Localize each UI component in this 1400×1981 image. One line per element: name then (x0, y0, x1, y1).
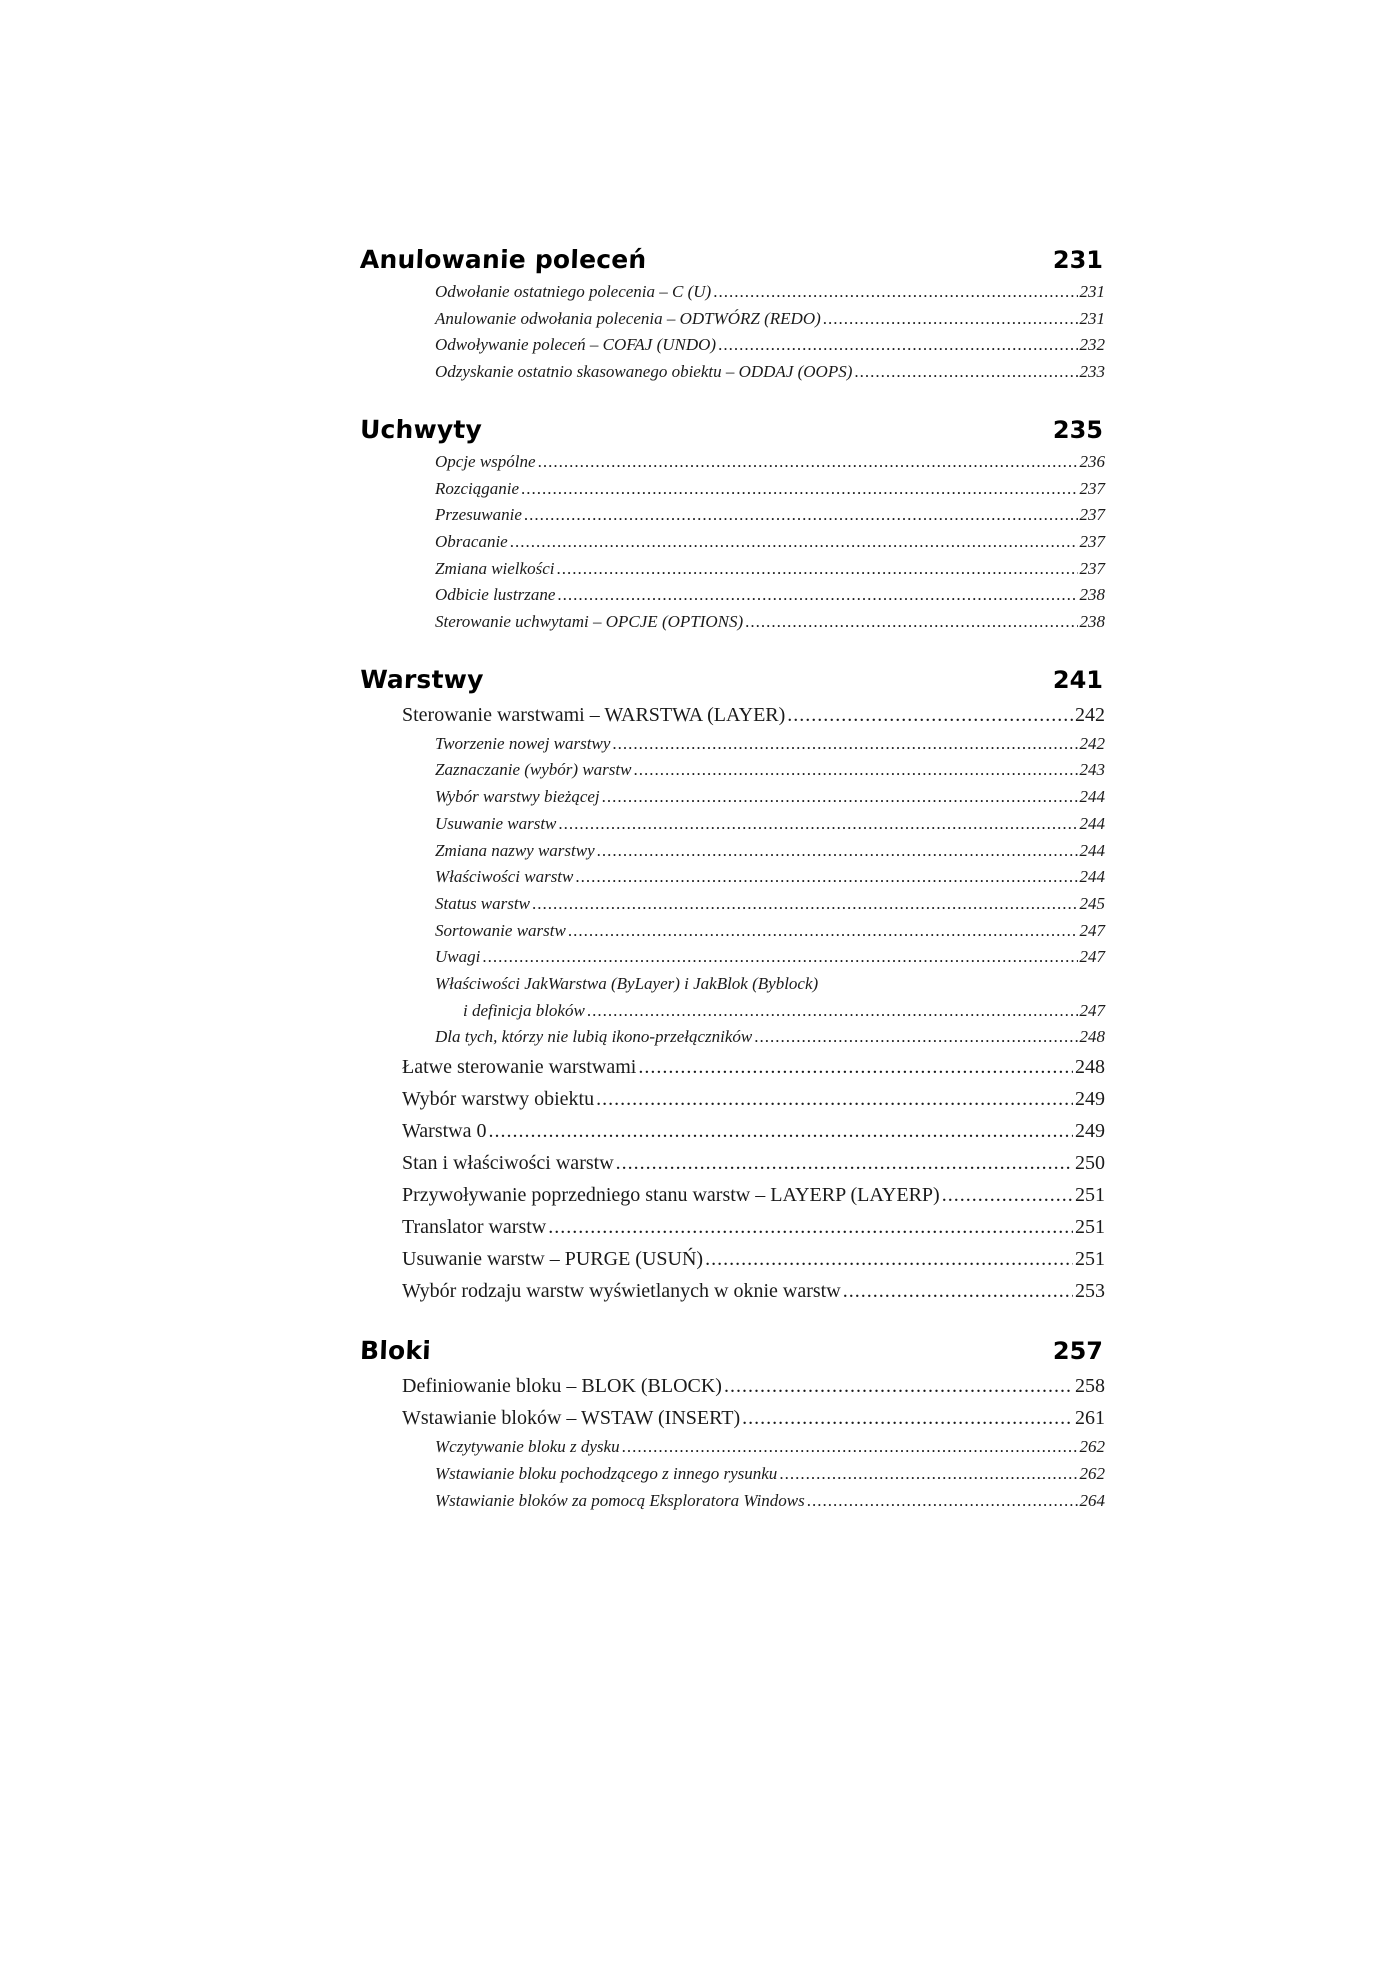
entry-label: Anulowanie odwołania polecenia – ODTWÓRZ (REDO) (435, 308, 821, 328)
dot-leader (548, 1211, 1073, 1243)
section-page-number: 235 (1052, 415, 1103, 444)
toc-entry[interactable] (360, 1243, 1105, 1275)
entry-page-number: 251 (1075, 1248, 1105, 1271)
entry-label: Zmiana nazwy warstwy (435, 840, 595, 860)
entry-list (360, 449, 1105, 636)
dot-leader (597, 838, 1078, 865)
dot-leader (745, 609, 1077, 636)
entry-label: Właściwości JakWarstwa (ByLayer) i JakBlok (Byblock) (435, 974, 819, 994)
section-title: Warstwy (359, 664, 485, 694)
entry-label: Usuwanie warstw (435, 813, 557, 833)
dot-leader (779, 1461, 1077, 1488)
toc-entry[interactable] (360, 1402, 1105, 1434)
toc-section (360, 408, 1105, 636)
entry-page-number: 238 (1079, 585, 1105, 605)
toc-entry[interactable] (360, 731, 1105, 758)
toc-entry[interactable] (360, 1275, 1105, 1307)
entry-page-number: 237 (1079, 505, 1105, 525)
entry-label: Sterowanie uchwytami – OPCJE (OPTIONS) (435, 612, 744, 632)
entry-label: Rozciąganie (435, 478, 520, 498)
entry-list (360, 1370, 1105, 1514)
entry-page-number: 237 (1079, 531, 1105, 551)
entry-page-number: 242 (1079, 733, 1105, 753)
toc-entry[interactable] (360, 556, 1105, 583)
toc-entry[interactable] (360, 582, 1105, 609)
dot-leader (713, 279, 1077, 306)
dot-leader (807, 1488, 1078, 1515)
entry-label: Definiowanie bloku – BLOK (BLOCK) (402, 1375, 722, 1398)
entry-page-number: 250 (1075, 1152, 1105, 1175)
entry-page-number: 262 (1079, 1463, 1105, 1483)
toc-entry[interactable] (360, 1488, 1105, 1515)
dot-leader (532, 891, 1078, 918)
entry-label-continuation: i definicja bloków (463, 1000, 585, 1020)
toc-section (360, 658, 1105, 1307)
entry-label: Wybór warstwy bieżącej (435, 787, 600, 807)
dot-leader (524, 502, 1078, 529)
entry-page-number: 247 (1079, 1000, 1105, 1020)
entry-label: Wstawianie bloków za pomocą Eksploratora Windows (435, 1490, 805, 1510)
toc-entry[interactable] (360, 838, 1105, 865)
entry-label: Wstawianie bloku pochodzącego z innego rysunku (435, 1463, 778, 1483)
entry-page-number: 244 (1079, 840, 1105, 860)
dot-leader (942, 1179, 1073, 1211)
toc-entry[interactable] (360, 1115, 1105, 1147)
toc-entry[interactable] (360, 332, 1105, 359)
entry-page-number: 243 (1079, 760, 1105, 780)
dot-leader (843, 1275, 1073, 1307)
entry-page-number: 248 (1075, 1056, 1105, 1079)
dot-leader (488, 1115, 1073, 1147)
toc-entry[interactable] (360, 1147, 1105, 1179)
dot-leader (557, 582, 1077, 609)
entry-page-number: 262 (1079, 1437, 1105, 1457)
entry-page-number: 247 (1079, 947, 1105, 967)
toc-entry[interactable] (360, 784, 1105, 811)
toc-entry[interactable] (360, 449, 1105, 476)
entry-label: Warstwa 0 (402, 1120, 487, 1143)
entry-page-number: 232 (1079, 335, 1105, 355)
section-page-number: 241 (1052, 665, 1103, 694)
entry-label: Opcje wspólne (435, 451, 536, 471)
entry-page-number: 251 (1075, 1184, 1105, 1207)
entry-page-number: 231 (1079, 308, 1105, 328)
entry-page-number: 244 (1079, 867, 1105, 887)
toc-entry[interactable] (360, 279, 1105, 306)
entry-label: Wstawianie bloków – WSTAW (INSERT) (402, 1407, 741, 1430)
toc-entry[interactable] (360, 811, 1105, 838)
entry-label: Zmiana wielkości (435, 558, 555, 578)
dot-leader (596, 1083, 1073, 1115)
entry-page-number: 233 (1079, 362, 1105, 382)
dot-leader (575, 864, 1077, 891)
dot-leader (823, 306, 1078, 333)
entry-label: Przesuwanie (435, 505, 522, 525)
entry-label: Łatwe sterowanie warstwami (402, 1056, 637, 1079)
dot-leader (705, 1243, 1073, 1275)
toc-entry[interactable] (360, 1211, 1105, 1243)
entry-page-number: 242 (1075, 703, 1105, 726)
toc-entry[interactable] (360, 306, 1105, 333)
entry-page-number: 248 (1079, 1027, 1105, 1047)
entry-label: Wybór warstwy obiektu (402, 1088, 595, 1111)
entry-page-number: 247 (1079, 920, 1105, 940)
entry-page-number: 236 (1079, 451, 1105, 471)
toc-entry[interactable] (360, 757, 1105, 784)
dot-leader (482, 944, 1077, 971)
toc-entry[interactable] (360, 1051, 1105, 1083)
dot-leader (787, 699, 1073, 731)
entry-page-number: 249 (1075, 1120, 1105, 1143)
toc-entry[interactable] (360, 699, 1105, 731)
toc-section (360, 238, 1105, 386)
entry-label: Sterowanie warstwami – WARSTWA (LAYER) (402, 703, 786, 726)
dot-leader (612, 731, 1077, 758)
dot-leader (742, 1402, 1073, 1434)
toc-entry[interactable] (360, 1024, 1105, 1051)
toc-section (360, 1329, 1105, 1514)
dot-leader (556, 556, 1077, 583)
section-title: Bloki (359, 1336, 432, 1366)
entry-page-number: 261 (1075, 1407, 1105, 1430)
entry-page-number: 237 (1079, 558, 1105, 578)
section-title: Uchwyty (359, 414, 483, 444)
section-page-number: 231 (1052, 246, 1103, 274)
entry-label: Translator warstw (402, 1216, 547, 1239)
toc-entry[interactable] (360, 359, 1105, 386)
section-header (360, 238, 1105, 274)
dot-leader (587, 998, 1078, 1025)
entry-label: Wybór rodzaju warstw wyświetlanych w oknie warstw (402, 1280, 841, 1303)
entry-page-number: 244 (1079, 813, 1105, 833)
section-header (360, 1329, 1105, 1365)
dot-leader (538, 449, 1078, 476)
entry-list (360, 279, 1105, 386)
section-title: Anulowanie poleceń (359, 245, 647, 274)
toc-entry[interactable] (360, 864, 1105, 891)
entry-label: Przywoływanie poprzedniego stanu warstw – LAYERP (LAYERP) (402, 1184, 940, 1207)
entry-label: Uwagi (435, 947, 481, 967)
dot-leader (568, 918, 1078, 945)
dot-leader (718, 332, 1077, 359)
toc-entry[interactable] (360, 529, 1105, 556)
dot-leader (510, 529, 1078, 556)
dot-leader (638, 1051, 1073, 1083)
entry-label: Zaznaczanie (wybór) warstw (435, 760, 632, 780)
entry-page-number: 264 (1079, 1490, 1105, 1510)
entry-label: Tworzenie nowej warstwy (435, 733, 611, 753)
section-header (360, 408, 1105, 444)
toc-entry[interactable] (360, 1179, 1105, 1211)
dot-leader (633, 757, 1077, 784)
entry-label: Sortowanie warstw (435, 920, 566, 940)
toc-entry[interactable] (360, 891, 1105, 918)
toc-entry[interactable] (360, 918, 1105, 945)
entry-label: Stan i właściwości warstw (402, 1152, 614, 1175)
entry-label: Obracanie (435, 531, 508, 551)
entry-page-number: 245 (1079, 893, 1105, 913)
table-of-contents (360, 238, 1105, 1534)
toc-entry[interactable] (360, 476, 1105, 503)
dot-leader (754, 1024, 1077, 1051)
entry-page-number: 237 (1079, 478, 1105, 498)
dot-leader (616, 1147, 1073, 1179)
entry-page-number: 253 (1075, 1280, 1105, 1303)
entry-page-number: 258 (1075, 1375, 1105, 1398)
toc-entry[interactable] (360, 1370, 1105, 1402)
entry-page-number: 231 (1079, 282, 1105, 301)
entry-label: Odbicie lustrzane (435, 585, 556, 605)
entry-label: Wczytywanie bloku z dysku (435, 1437, 620, 1457)
entry-page-number: 238 (1079, 612, 1105, 632)
section-header (360, 658, 1105, 694)
toc-entry[interactable] (360, 1434, 1105, 1461)
toc-entry[interactable] (360, 971, 1105, 1024)
toc-entry[interactable] (360, 1461, 1105, 1488)
toc-entry[interactable] (360, 609, 1105, 636)
entry-page-number: 251 (1075, 1216, 1105, 1239)
entry-label: Odwołanie ostatniego polecenia – C (U) (435, 282, 712, 301)
dot-leader (854, 359, 1077, 386)
entry-label: Status warstw (435, 893, 530, 913)
entry-label: Odzyskanie ostatnio skasowanego obiektu – ODDAJ (OOPS) (435, 362, 853, 382)
toc-entry[interactable] (360, 944, 1105, 971)
toc-entry[interactable] (360, 502, 1105, 529)
dot-leader (558, 811, 1077, 838)
entry-page-number: 244 (1079, 787, 1105, 807)
entry-label: Właściwości warstw (435, 867, 574, 887)
entry-label: Odwoływanie poleceń – COFAJ (UNDO) (435, 335, 717, 355)
entry-label: Usuwanie warstw – PURGE (USUŃ) (402, 1248, 704, 1271)
toc-entry[interactable] (360, 1083, 1105, 1115)
dot-leader (521, 476, 1077, 503)
dot-leader (622, 1434, 1078, 1461)
dot-leader (602, 784, 1078, 811)
section-page-number: 257 (1052, 1337, 1103, 1366)
entry-list (360, 699, 1105, 1307)
dot-leader (724, 1370, 1073, 1402)
entry-page-number: 249 (1075, 1088, 1105, 1111)
entry-label: Dla tych, którzy nie lubią ikono-przełączników (435, 1027, 753, 1047)
